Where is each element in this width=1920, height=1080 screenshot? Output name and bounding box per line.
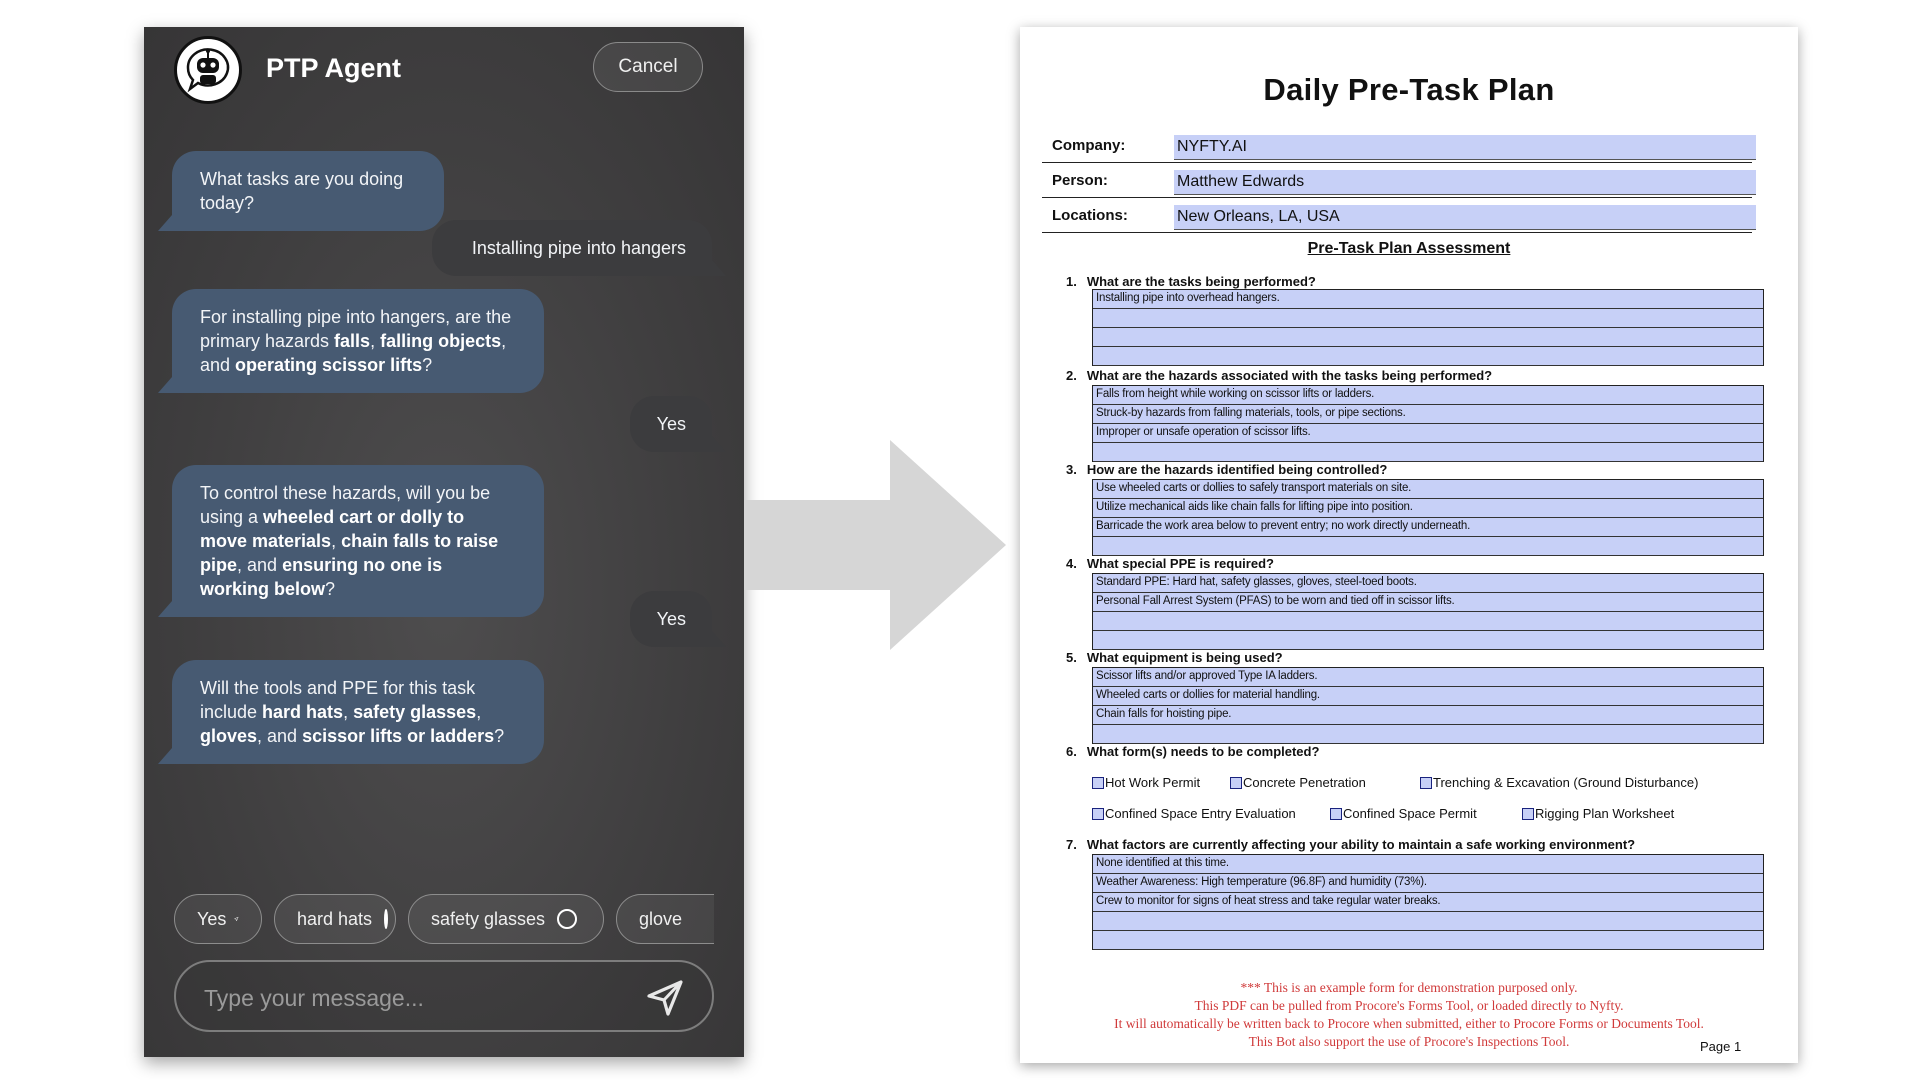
chip-label: safety glasses	[431, 908, 546, 929]
answer-line[interactable]: Barricade the work area below to prevent entry; no work directly underneath.	[1093, 518, 1763, 537]
answer-line[interactable]: Improper or unsafe operation of scissor lifts.	[1093, 424, 1763, 443]
company-label: Company:	[1052, 137, 1126, 154]
page-number: Page 1	[1700, 1039, 1742, 1054]
question-1: 1. What are the tasks being performed?	[1066, 274, 1316, 289]
answer-line[interactable]: None identified at this time.	[1093, 855, 1763, 874]
answer-line[interactable]	[1093, 537, 1763, 556]
quick-reply-yes[interactable]	[174, 894, 262, 944]
arrow-right-icon	[744, 440, 1006, 650]
user-message	[630, 396, 712, 452]
checkbox[interactable]	[1230, 777, 1242, 789]
agent-name: PTP Agent	[266, 53, 402, 83]
question-5: 5. What equipment is being used?	[1066, 650, 1283, 665]
form-option[interactable]: Confined Space Permit	[1330, 806, 1477, 821]
document-title: Daily Pre-Task Plan	[1263, 72, 1555, 107]
chip-label: hard hats	[297, 908, 373, 929]
send-icon	[234, 909, 239, 929]
footnote: This Bot also support the use of Procore's Inspections Tool.	[1248, 1034, 1570, 1049]
answer-box-2	[1092, 385, 1764, 462]
form-option[interactable]: Rigging Plan Worksheet	[1522, 806, 1674, 821]
checkbox[interactable]	[1092, 808, 1104, 820]
form-option[interactable]: Concrete Penetration	[1230, 775, 1366, 790]
question-2: 2. What are the hazards associated with the tasks being performed?	[1066, 368, 1493, 383]
quick-reply-safety-glasses[interactable]	[408, 894, 604, 944]
user-message	[432, 220, 712, 276]
answer-box-4	[1092, 573, 1764, 650]
robot-avatar-icon	[174, 36, 242, 104]
cancel-button[interactable]: Cancel	[593, 42, 703, 92]
circle-icon	[384, 909, 388, 929]
location-label: Locations:	[1052, 207, 1128, 224]
answer-line[interactable]: Utilize mechanical aids like chain falls for lifting pipe into position.	[1093, 499, 1763, 518]
bot-message	[172, 289, 544, 393]
message-composer	[174, 960, 714, 1032]
chip-label: Yes	[197, 908, 227, 929]
question-4: 4. What special PPE is required?	[1066, 556, 1274, 571]
pre-task-plan-document	[1020, 27, 1798, 1063]
question-3: 3. How are the hazards identified being controlled?	[1066, 462, 1388, 477]
location-row	[1042, 202, 1752, 233]
message-text: For installing pipe into hangers, are the primary hazards falls, falling objects, and operating scissor lifts?	[200, 307, 512, 375]
answer-line[interactable]	[1093, 347, 1763, 366]
message-text: Will the tools and PPE for this task include hard hats, safety glasses, gloves, and scissor lifts or ladders?	[200, 678, 505, 746]
answer-line[interactable]	[1093, 328, 1763, 347]
chat-panel	[144, 27, 744, 1057]
answer-line[interactable]: Weather Awareness: High temperature (96.8F) and humidity (73%).	[1093, 874, 1763, 893]
form-option[interactable]: Hot Work Permit	[1092, 775, 1200, 790]
person-field[interactable]: Matthew Edwards	[1174, 170, 1756, 195]
person-label: Person:	[1052, 172, 1108, 189]
answer-box-5	[1092, 667, 1764, 744]
checkbox[interactable]	[1522, 808, 1534, 820]
answer-line[interactable]: Crew to monitor for signs of heat stress and take regular water breaks.	[1093, 893, 1763, 912]
message-text: Yes	[656, 609, 686, 629]
answer-line[interactable]	[1093, 443, 1763, 462]
answer-line[interactable]: Use wheeled carts or dollies to safely transport materials on site.	[1093, 480, 1763, 499]
company-field[interactable]: NYFTY.AI	[1174, 135, 1756, 160]
location-field[interactable]: New Orleans, LA, USA	[1174, 205, 1756, 230]
message-text: Installing pipe into hangers	[471, 238, 686, 258]
message-text: Yes	[656, 414, 686, 434]
answer-line[interactable]: Falls from height while working on scissor lifts or ladders.	[1093, 386, 1763, 405]
answer-line[interactable]	[1093, 931, 1763, 950]
section-title: Pre-Task Plan Assessment	[1307, 240, 1511, 257]
send-icon[interactable]	[646, 979, 684, 1017]
message-text: What tasks are you doing today?	[200, 169, 404, 213]
bot-message	[172, 151, 444, 231]
answer-line[interactable]	[1093, 725, 1763, 744]
answer-line[interactable]	[1093, 631, 1763, 650]
answer-line[interactable]	[1093, 912, 1763, 931]
checkbox[interactable]	[1330, 808, 1342, 820]
answer-line[interactable]: Scissor lifts and/or approved Type IA ladders.	[1093, 668, 1763, 687]
answer-line[interactable]: Standard PPE: Hard hat, safety glasses, gloves, steel-toed boots.	[1093, 574, 1763, 593]
message-input[interactable]	[204, 980, 624, 1016]
answer-box-7	[1092, 854, 1764, 950]
answer-line[interactable]: Struck-by hazards from falling materials, tools, or pipe sections.	[1093, 405, 1763, 424]
chat-header	[144, 27, 744, 107]
checkbox[interactable]	[1420, 777, 1432, 789]
quick-reply-gloves[interactable]	[616, 894, 714, 944]
question-6: 6. What form(s) needs to be completed?	[1066, 744, 1320, 759]
answer-line[interactable]	[1093, 612, 1763, 631]
person-row	[1042, 167, 1752, 198]
checkbox[interactable]	[1092, 777, 1104, 789]
form-option[interactable]: Trenching & Excavation (Ground Disturbance)	[1420, 775, 1698, 790]
quick-replies	[174, 894, 714, 946]
bot-message	[172, 660, 544, 764]
answer-box-3	[1092, 479, 1764, 556]
quick-reply-hard-hats[interactable]	[274, 894, 396, 944]
user-message	[630, 591, 712, 647]
answer-box-1	[1092, 289, 1764, 366]
message-text: To control these hazards, will you be using a wheeled cart or dolly to move materials, chain falls to raise pipe, and ensuring no one is working below?	[200, 483, 499, 599]
footnote: *** This is an example form for demonstration purposed only.	[1240, 980, 1578, 995]
company-row	[1042, 132, 1752, 163]
bot-message	[172, 465, 544, 617]
footnote: It will automatically be written back to Procore when submitted, either to Procore Forms or Documents Tool.	[1114, 1016, 1704, 1031]
answer-line[interactable]	[1093, 309, 1763, 328]
chip-label: glove	[639, 908, 683, 929]
circle-icon	[557, 909, 577, 929]
answer-line[interactable]: Personal Fall Arrest System (PFAS) to be worn and tied off in scissor lifts.	[1093, 593, 1763, 612]
footnote: This PDF can be pulled from Procore's Forms Tool, or loaded directly to Nyfty.	[1194, 998, 1624, 1013]
answer-line[interactable]: Installing pipe into overhead hangers.	[1093, 290, 1763, 309]
question-7: 7. What factors are currently affecting your ability to maintain a safe working environment?	[1066, 837, 1636, 852]
form-option[interactable]: Confined Space Entry Evaluation	[1092, 806, 1296, 821]
answer-line[interactable]: Chain falls for hoisting pipe.	[1093, 706, 1763, 725]
answer-line[interactable]: Wheeled carts or dollies for material handling.	[1093, 687, 1763, 706]
